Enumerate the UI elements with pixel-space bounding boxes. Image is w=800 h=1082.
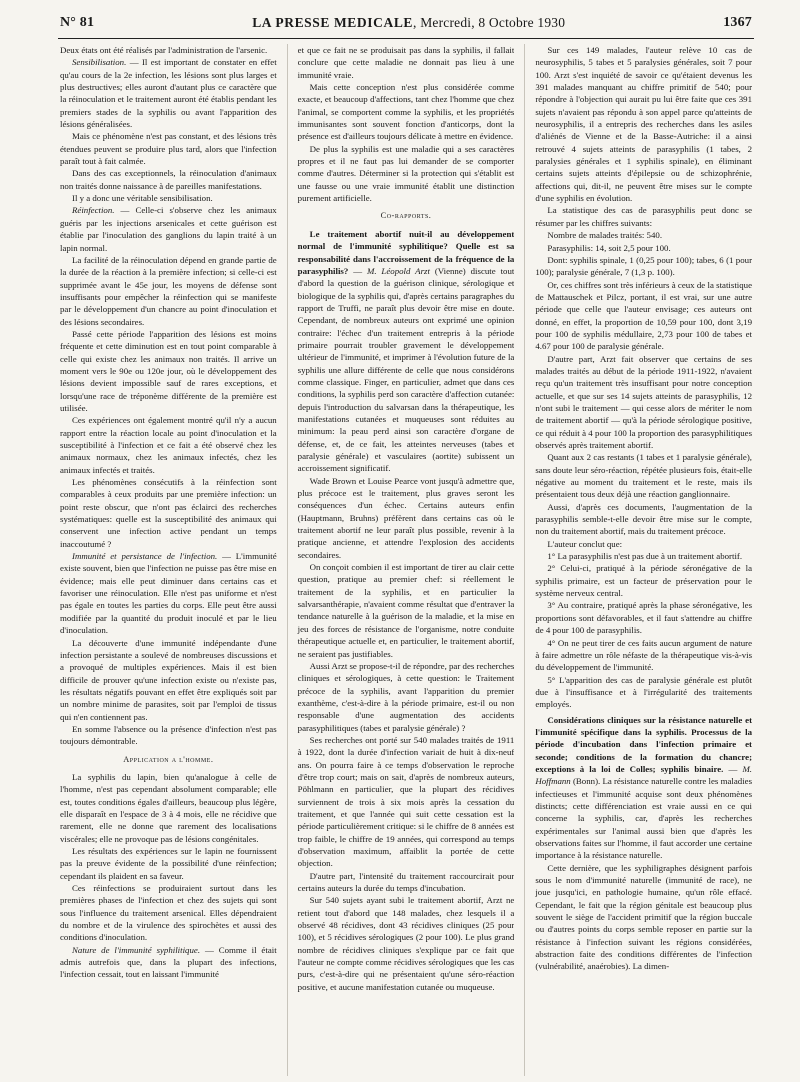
subsection-label: Immunité et persistance de l'infection. (72, 551, 218, 562)
paragraph-text: et que ce fait ne se produisait pas dans la syphilis, il fallait conclure que cette maladie ne donnait pas lieu à une immunité vraie. (297, 45, 515, 80)
paragraph (298, 44, 515, 81)
paragraph-text: D'autre part, l'intensité du traitement raccourcirait pour certains auteurs la durée du temps d'incubation. (297, 870, 515, 894)
section-heading: Application a l'homme. (123, 754, 214, 764)
paragraph (535, 229, 752, 241)
paragraph (535, 550, 752, 562)
header-rule (58, 38, 754, 39)
paragraph-text: Ces expériences ont également montré qu'il n'y a aucun rapport entre la réaction locale au point d'inoculation et la susceptibilité à l'infection et ce fait a été observé chez les animaux normaux, chez les animaux infectés, chez les animaux infectés et traités. (60, 415, 277, 475)
paragraph-text: 4° On ne peut tirer de ces faits aucun argument de nature à faire admettre un rôle néfaste de la thérapeutique vis-à-vis du développement de l'immunité. (535, 637, 753, 673)
author-name: M. Léopold Arzt (366, 265, 430, 276)
paragraph (535, 242, 752, 254)
paragraph-text: 3° Au contraire, pratiqué après la phase séronégative, les proportions sont défavorables, et il faut s'attendre au chiffre de 4 pour 100 de parasyphilis. (535, 600, 753, 636)
paragraph (535, 501, 752, 538)
paragraph-text: La découverte d'une immunité indépendante d'une infection persistante a soulevé de nombreuses discussions et a provoqué de multiples expériences. Mais il est bien difficile de prouver qu'une infection existe ou n'existe pas, les résultats négatifs pouvant en effet être expliqués soit par un nombre minime de parasites, soit par l'emploi de tissus qui n'en contiennent pas. (60, 637, 277, 722)
paragraph (60, 845, 277, 882)
paragraph (60, 254, 277, 328)
paragraph (60, 130, 277, 167)
paragraph-text: La syphilis du lapin, bien qu'analogue à celle de l'homme, n'est pas cependant absolument comparable; elle est, toutes conditions égales d'ailleurs, beaucoup plus légère, elle disparaît en l'espace de 3 à 4 mois, elle ne récidive que rarement, elle ne donne que rarement des localisations viscérales; elle ne provoque pas de lésions congénitales. (60, 771, 277, 844)
article-columns (60, 44, 752, 1076)
paragraph (298, 475, 515, 561)
paragraph-text: On conçoit combien il est important de tirer au clair cette question, pratique au premier chef: si réellement le traitement de la syphilis, et en particulier la salvarsanthérapie, n'avaient comme résultat que d'entraver la tendance naturelle à la guérison de la maladie, et la mise en jeu des forces de résistance de l'organisme, notre conduite thérapeutique actuelle et, en particulier, le traitement abortif, ne seraient pas justifiables. (297, 562, 515, 659)
subsection-label: Réinfection. (72, 205, 115, 216)
paragraph (60, 637, 277, 723)
paragraph (535, 254, 752, 279)
paragraph: Le traitement abortif nuit-il au développement normal de l'immunité syphilitique? Quelle est sa responsabilité dans l'accroissement de la fréquence de la parasyphilis? — M. Léopold Arzt (Vienne) discute tout d'abord la question de la guérison clinique, sérologique et biologique de la syphilis qui, d'après certains paragraphes du rapport de Truffi, ne paraît plus devoir être mise en doute. Cependant, de nombreux auteurs ont exprimé une opinion contraire: l'échec d'un traitement entrepris à la période primaire pourrait troubler gravement le développement ultérieur de l'immunité, et imprimer à l'évolution future de la syphilis une allure différente de celle que nous considérons comme classique. Finger, en particulier, admet que dans ces conditions, la syphilis perd son caractère d'affection cutanée: depuis l'introduction du salvarsan dans la thérapeutique, les manifestations cutanées et muqueuses sont réduites au minimum: la peau perd ainsi son caractère d'organe de défense, et, de ce fait, les atteintes nerveuses (tabes et paralysie générale) et vasculaires (aortite) subissent un accroissement significatif. (297, 228, 515, 474)
journal-title: LA PRESSE MEDICALE (252, 15, 414, 30)
paragraph-text: Aussi, d'après ces documents, l'augmentation de la parasyphilis semble-t-elle devoir être mise sur le compte, non du traitement abortif, mais du traitement précoce. (535, 501, 753, 537)
paragraph-text: Les résultats des expériences sur le lapin ne fournissent pas la preuve évidente de la possibilité d'une réinfection; cependant ils plaident en sa faveur. (60, 846, 277, 881)
paragraph-text: D'autre part, Arzt fait observer que certains de ses malades traités au début de la période 1911-1922, n'avaient reçu qu'un traitement très insuffisant pour notre conception actuelle, et que sur ses 14 sujets atteints de parasyphilis, 12 n'ont subi le traitement — qui cesse alors de mériter le nom de traitement abortif — qu'à la période sérologique positive, ce qui réduit à 4 pour 100 la proportion des parasyphilitiques observés après traitement abortif. (535, 353, 753, 450)
column-1 (60, 44, 277, 1076)
paragraph-text: — Il est important de constater en effet qu'au cours de la 2e infection, les lésions sont plus larges et plus destructives; elles auront d'autant plus ce caractère que la réinoculation et le traitement auront été établis pendant les premiers stades de la syphilis ou avant l'apparition des lésions généralisées. (60, 57, 277, 130)
paragraph (298, 561, 515, 660)
subsection-label: Nature de l'immunité syphilitique. (72, 944, 201, 955)
paragraph-text: Sur ces 149 malades, l'auteur relève 10 cas de neurosyphilis, 5 tabes et 5 paralysies générales, soit 7 pour 100. Arzt s'est inquiété de savoir ce qu'étaient devenus les 391 malades manquant au chiffre primitif de 540; pour répondre à l'objection qui aurait pu lui être faite que ces 391 sujets n'avaient pas répondu à son appel parce qu'atteints de neurosyphilis, il a entrepris des recherches dans les asiles d'aliénés de Vienne et de la Basse-Autriche: il a ainsi retrouvé 4 sujets atteints de parasyphilis (1 tabes, 2 paralysies générales et 1 syphilis spinale), en éliminant certains sujets atteints d'épilepsie ou de schizophrénie, affections qui, dit-il, ne peuvent être mises sur le compte d'une syphilis en évolution. (535, 45, 753, 204)
paragraph-text: 5° L'apparition des cas de paralysie générale est plutôt due à l'insuffisance et à l'irrégularité des traitements employés. (535, 674, 753, 710)
paragraph (60, 944, 277, 981)
running-title: LA PRESSE MEDICALE, Mercredi, 8 Octobre 1930 (252, 15, 566, 30)
paragraph-text: L'auteur conclut que: (547, 538, 623, 549)
report-headline: Le traitement abortif nuit-il au développement normal de l'immunité syphilitique? Quelle est sa responsabilité dans l'accroissement de la fréquence de la parasyphilis? (297, 228, 515, 276)
paragraph-text: 2° Celui-ci, pratiqué à la période séronégative de la syphilis primaire, est un facteur de préservation pour le système nerveux central. (535, 563, 753, 599)
paragraph-text: — Comme il était admis autrefois que, dans la plupart des infections, l'infection cessait, tout en laissant l'immunité (60, 944, 277, 980)
paragraph: Considérations cliniques sur la résistance naturelle et l'immunité spécifique dans la syphilis. Processus de la période d'incubation dans l'infection primaire et seconde; conditions de la formation du chancre; exceptions à la loi de Colles; syphilis binaire. — M. Hoffmann (Bonn). La résistance naturelle contre les maladies infectieuses et l'immunité acquise sont deux phénomènes distincts; cette différenciation est vraie aussi en ce qui concerne la syphilis, car, d'après les recherches expérimentales sur l'animal aussi bien que d'après les observations faites sur l'homme, il faut accorder une certaine importance à la résistance naturelle. (535, 714, 753, 861)
paragraph (60, 204, 277, 253)
paragraph (60, 56, 277, 130)
paragraph (60, 882, 277, 944)
paragraph (535, 637, 752, 674)
column-3 (524, 44, 752, 1076)
paragraph-text: Passé cette période l'apparition des lésions est moins fréquente et cette diminution est en tout point comparable à celle qui existe chez les animaux non traités. Il arrive un moment vers le 90e ou 120e jour, où le développement des lésions devient impossible sauf de rares exceptions, et lorsqu'une race de tréponème différente de la première est utilisée. (60, 328, 277, 413)
paragraph (60, 723, 277, 748)
paragraph-text: Dont: syphilis spinale, 1 (0,25 pour 100); tabes, 6 (1 pour 100); paralysie générale, 7 (1,3 p. 100). (535, 254, 753, 278)
paragraph (535, 562, 752, 599)
paragraph (298, 143, 515, 205)
section-heading: Co-rapports. (380, 211, 432, 221)
report-headline: Considérations cliniques sur la résistance naturelle et l'immunité spécifique dans la syphilis. Processus de la période d'incubation dans l'infection primaire et seconde; conditions de la formation du chancre; exceptions à la loi de Colles; syphilis binaire. (535, 714, 753, 774)
paragraph-text: Wade Brown et Louise Pearce vont jusqu'à admettre que, plus précoce est le traitement, plus graves seront les conséquences d'un échec. Certains auteurs enfin (Hauptmann, Bruhns) préfèrent dans certains cas où le traitement abortif ne leur paraît plus possible, revenir à la pratique ancienne, et attendre l'explosion des accidents secondaires. (297, 475, 515, 560)
page-number-left: N° 81 (60, 15, 95, 30)
paragraph-text: Ces réinfections se produiraient surtout dans les premières phases de l'infection et chez des sujets qui sont sous l'influence du traitement arsenical. Elles dépendraient du nombre et de la virulence des spirochètes et aussi des conditions d'inoculation. (60, 883, 277, 943)
paragraph-text: (Bonn). La résistance naturelle contre les maladies infectieuses et l'immunité acquise sont deux phénomènes distincts; cette différenciation est vraie aussi en ce qui concerne la syphilis, car, d'après les recherches expérimentales sur l'animal aussi bien que d'après les observations faites sur l'homme, il faut accorder une certaine importance à la résistance naturelle. (535, 776, 753, 861)
paragraph (535, 599, 752, 636)
paragraph-text: La facilité de la réinoculation dépend en grande partie de la durée de la réaction à la première infection; si celle-ci est supprimée avant le 45e jour, les moyens de défense sont insuffisants pour empêcher la réinfection qui se manifeste par le développement d'un chancre au point d'inoculation et des lésions secondaires. (60, 254, 277, 327)
paragraph (535, 674, 752, 711)
paragraph-text: Mais cette conception n'est plus considérée comme exacte, et beaucoup d'affections, tant chez l'homme que chez l'animal, se comportent comme la syphilis, et les propriétés immunisantes sont souvent fonction d'anticorps, dont la présence est d'ailleurs toujours délicate à mettre en évidence. (297, 82, 515, 142)
paragraph (60, 167, 277, 192)
paragraph (535, 204, 752, 229)
paragraph-text: Or, ces chiffres sont très inférieurs à ceux de la statistique de Mattauschek et Pilcz, portant, il est vrai, sur une autre période que celle que l'auteur envisage; ces auteurs ont donné, en effet, la proportion de 10,59 pour 100, dont 3,19 pour 100 de syphilis médullaire, 2,73 pour 100 de tabes et 4.67 pour 100 de paralysie générale. (535, 279, 753, 352)
paragraph-text: Il y a donc une véritable sensibilisation. (72, 193, 213, 204)
paragraph (298, 734, 515, 870)
paragraph-text: — L'immunité existe souvent, bien que l'infection ne puisse pas être mise en évidence; mais elle peut diminuer dans certains cas et favoriser une réinoculation. Elle n'est pas uniforme et n'est pas égale en toutes les parties du corps. Elle peut être aussi modifiée par la quantité du produit inoculé et par le lieu d'inoculation. (60, 551, 277, 636)
paragraph (535, 44, 752, 204)
issue-date: Mercredi, 8 Octobre 1930 (420, 15, 566, 30)
paragraph (298, 81, 515, 143)
paragraph-text: De plus la syphilis est une maladie qui a ses caractères propres et il ne faut pas lui demander de se comporter comme d'autres. Déterminer si la protection qui s'établit est une fausse ou une vraie immunité établit une distinction purement artificielle. (297, 143, 515, 204)
paragraph-text: Nombre de malades traités: 540. (547, 230, 663, 241)
paragraph-text: Dans des cas exceptionnels, la réinoculation d'animaux non traités donne naissance à de pareilles manifestations. (60, 168, 277, 191)
author-name: M. Hoffmann (535, 763, 753, 787)
paragraph-text: Ses recherches ont porté sur 540 malades traités de 1911 à 1922, dont la durée d'infection variait de huit à dix-neuf ans. On pourra faire à ce temps d'observation le reproche d'être trop court; mais on sait, d'après de nombreux auteurs, Pöhlmann en particulier, que la plupart des récidives surviennent de trois à six mois après la cessation du traitement, et que l'année qui suit cette cessation est la période particulièrement critique: si le chiffre de 8 années est trop faible, le chiffre de 19 années, qui correspond au temps d'observation maximum, affaiblit la portée de cette objection. (297, 734, 515, 869)
paragraph (60, 476, 277, 550)
paragraph-text: Sur 540 sujets ayant subi le traitement abortif, Arzt ne retient tout d'abord que 148 malades, chez lesquels il a observé 48 récidives, dont 43 récidives cliniques (25 pour 100), et 5 récidives sérologiques (2 pour 100). Le plus grand nombre de récidives cliniques s'explique par ce fait que l'auteur ne compte comme récidives sérologiques que les cas purs, c'est-à-dire qui ne présentaient qu'une séro-réaction positive, et aucune manifestation cutanée ou muqueuse. (297, 895, 515, 992)
paragraph-text: Quant aux 2 cas restants (1 tabes et 1 paralysie générale), sans doute leur séro-réaction, répétée plusieurs fois, était-elle négative au moment du traitement et le reste, mais ils présentaient tous deux déjà une réaction ganglionnaire. (535, 452, 753, 500)
paragraph (60, 44, 277, 56)
page-header (60, 10, 752, 36)
paragraph (60, 771, 277, 845)
paragraph-text: Deux états ont été réalisés par l'administration de l'arsenic. (60, 45, 268, 55)
paragraph-text: Les phénomènes consécutifs à la réinfection sont comparables à ceux produits par une première infection: un point reste obscur, que n'ont pas éclairci des recherches systématiques: quelle est la susceptibilité des animaux qui conservent une infection active pendant un temps inaccoutumé ? (60, 477, 277, 549)
paragraph (535, 451, 752, 500)
page-number-right: 1367 (723, 15, 752, 30)
paragraph (60, 192, 277, 204)
paragraph (60, 328, 277, 414)
column-2 (287, 44, 515, 1076)
paragraph (535, 538, 752, 550)
paragraph (60, 550, 277, 636)
paragraph-text: 1° La parasyphilis n'est pas due à un traitement abortif. (547, 551, 743, 562)
paragraph (298, 870, 515, 895)
paragraph-text: (Vienne) discute tout d'abord la question de la guérison clinique, sérologique et biologique de la syphilis qui, d'après certains paragraphes du rapport de Truffi, ne paraît plus devoir être mise en doute. Cependant, de nombreux auteurs ont exprimé une opinion contraire: l'échec d'un traitement entrepris à la période primaire pourrait troubler gravement le développement ultérieur de l'immunité, et imprimer à l'évolution future de la syphilis une allure différente de celle que nous considérons comme classique. Finger, en particulier, admet que dans ces conditions, la syphilis perd son caractère d'affection cutanée: depuis l'introduction du salvarsan dans la thérapeutique, les manifestations cutanées et muqueuses sont réduites au minimum: la peau perd ainsi son caractère d'organe de défense, et, de ce fait, les atteintes nerveuses (tabes et paralysie générale) et vasculaires (aortite) subissent un accroissement significatif. (297, 265, 515, 474)
paragraph (535, 353, 752, 452)
paragraph (535, 279, 752, 353)
paragraph-text: Parasyphilis: 14, soit 2,5 pour 100. (547, 242, 671, 253)
paragraph-text: Mais ce phénomène n'est pas constant, et des lésions très étendues peuvent se produire plus tard, alors que l'infection paraît tout à fait calmée. (60, 131, 277, 167)
paragraph-text: Aussi Arzt se propose-t-il de répondre, par des recherches cliniques et sérologiques, à cette question: le Traitement précoce de la syphilis, avant l'apparition du premier exanthème, c'est-à-dire à la période primaire, est-il ou non responsable d'une augmentation des accidents parasyphilitiques (tabes et paralysie générale) ? (297, 660, 515, 733)
paragraph-text: En somme l'absence ou la présence d'infection n'est pas toujours démontrable. (60, 723, 277, 747)
subsection-label: Sensibilisation. (72, 57, 127, 68)
paragraph-text: — Celle-ci s'observe chez les animaux guéris par les injections arsenicales et cette guérison est établie par l'inoculation des ganglions du lapin traité à un lapin normal. (60, 205, 277, 253)
paragraph (298, 894, 515, 993)
paragraph (298, 660, 515, 734)
paragraph (60, 414, 277, 476)
paragraph (535, 862, 752, 973)
paragraph-text: Cette dernière, que les syphiligraphes désignent parfois sous le nom d'immunité naturelle (immunité de race), ne joue jusqu'ici, en pathologie humaine, qu'un rôle effacé. Cependant, le fait que la région génitale est beaucoup plus souvent le siège de l'accident primitif que la région buccale ou d'autres points du corps semble reposer en partie sur la résistance à l'infection suivant les régions considérées, abstraction faite des conditions différentes de l'infection (vulnérabilité, anaérobies). La dimen- (535, 862, 753, 972)
paragraph-text: La statistique des cas de parasyphilis peut donc se résumer par les chiffres suivants: (535, 205, 753, 228)
